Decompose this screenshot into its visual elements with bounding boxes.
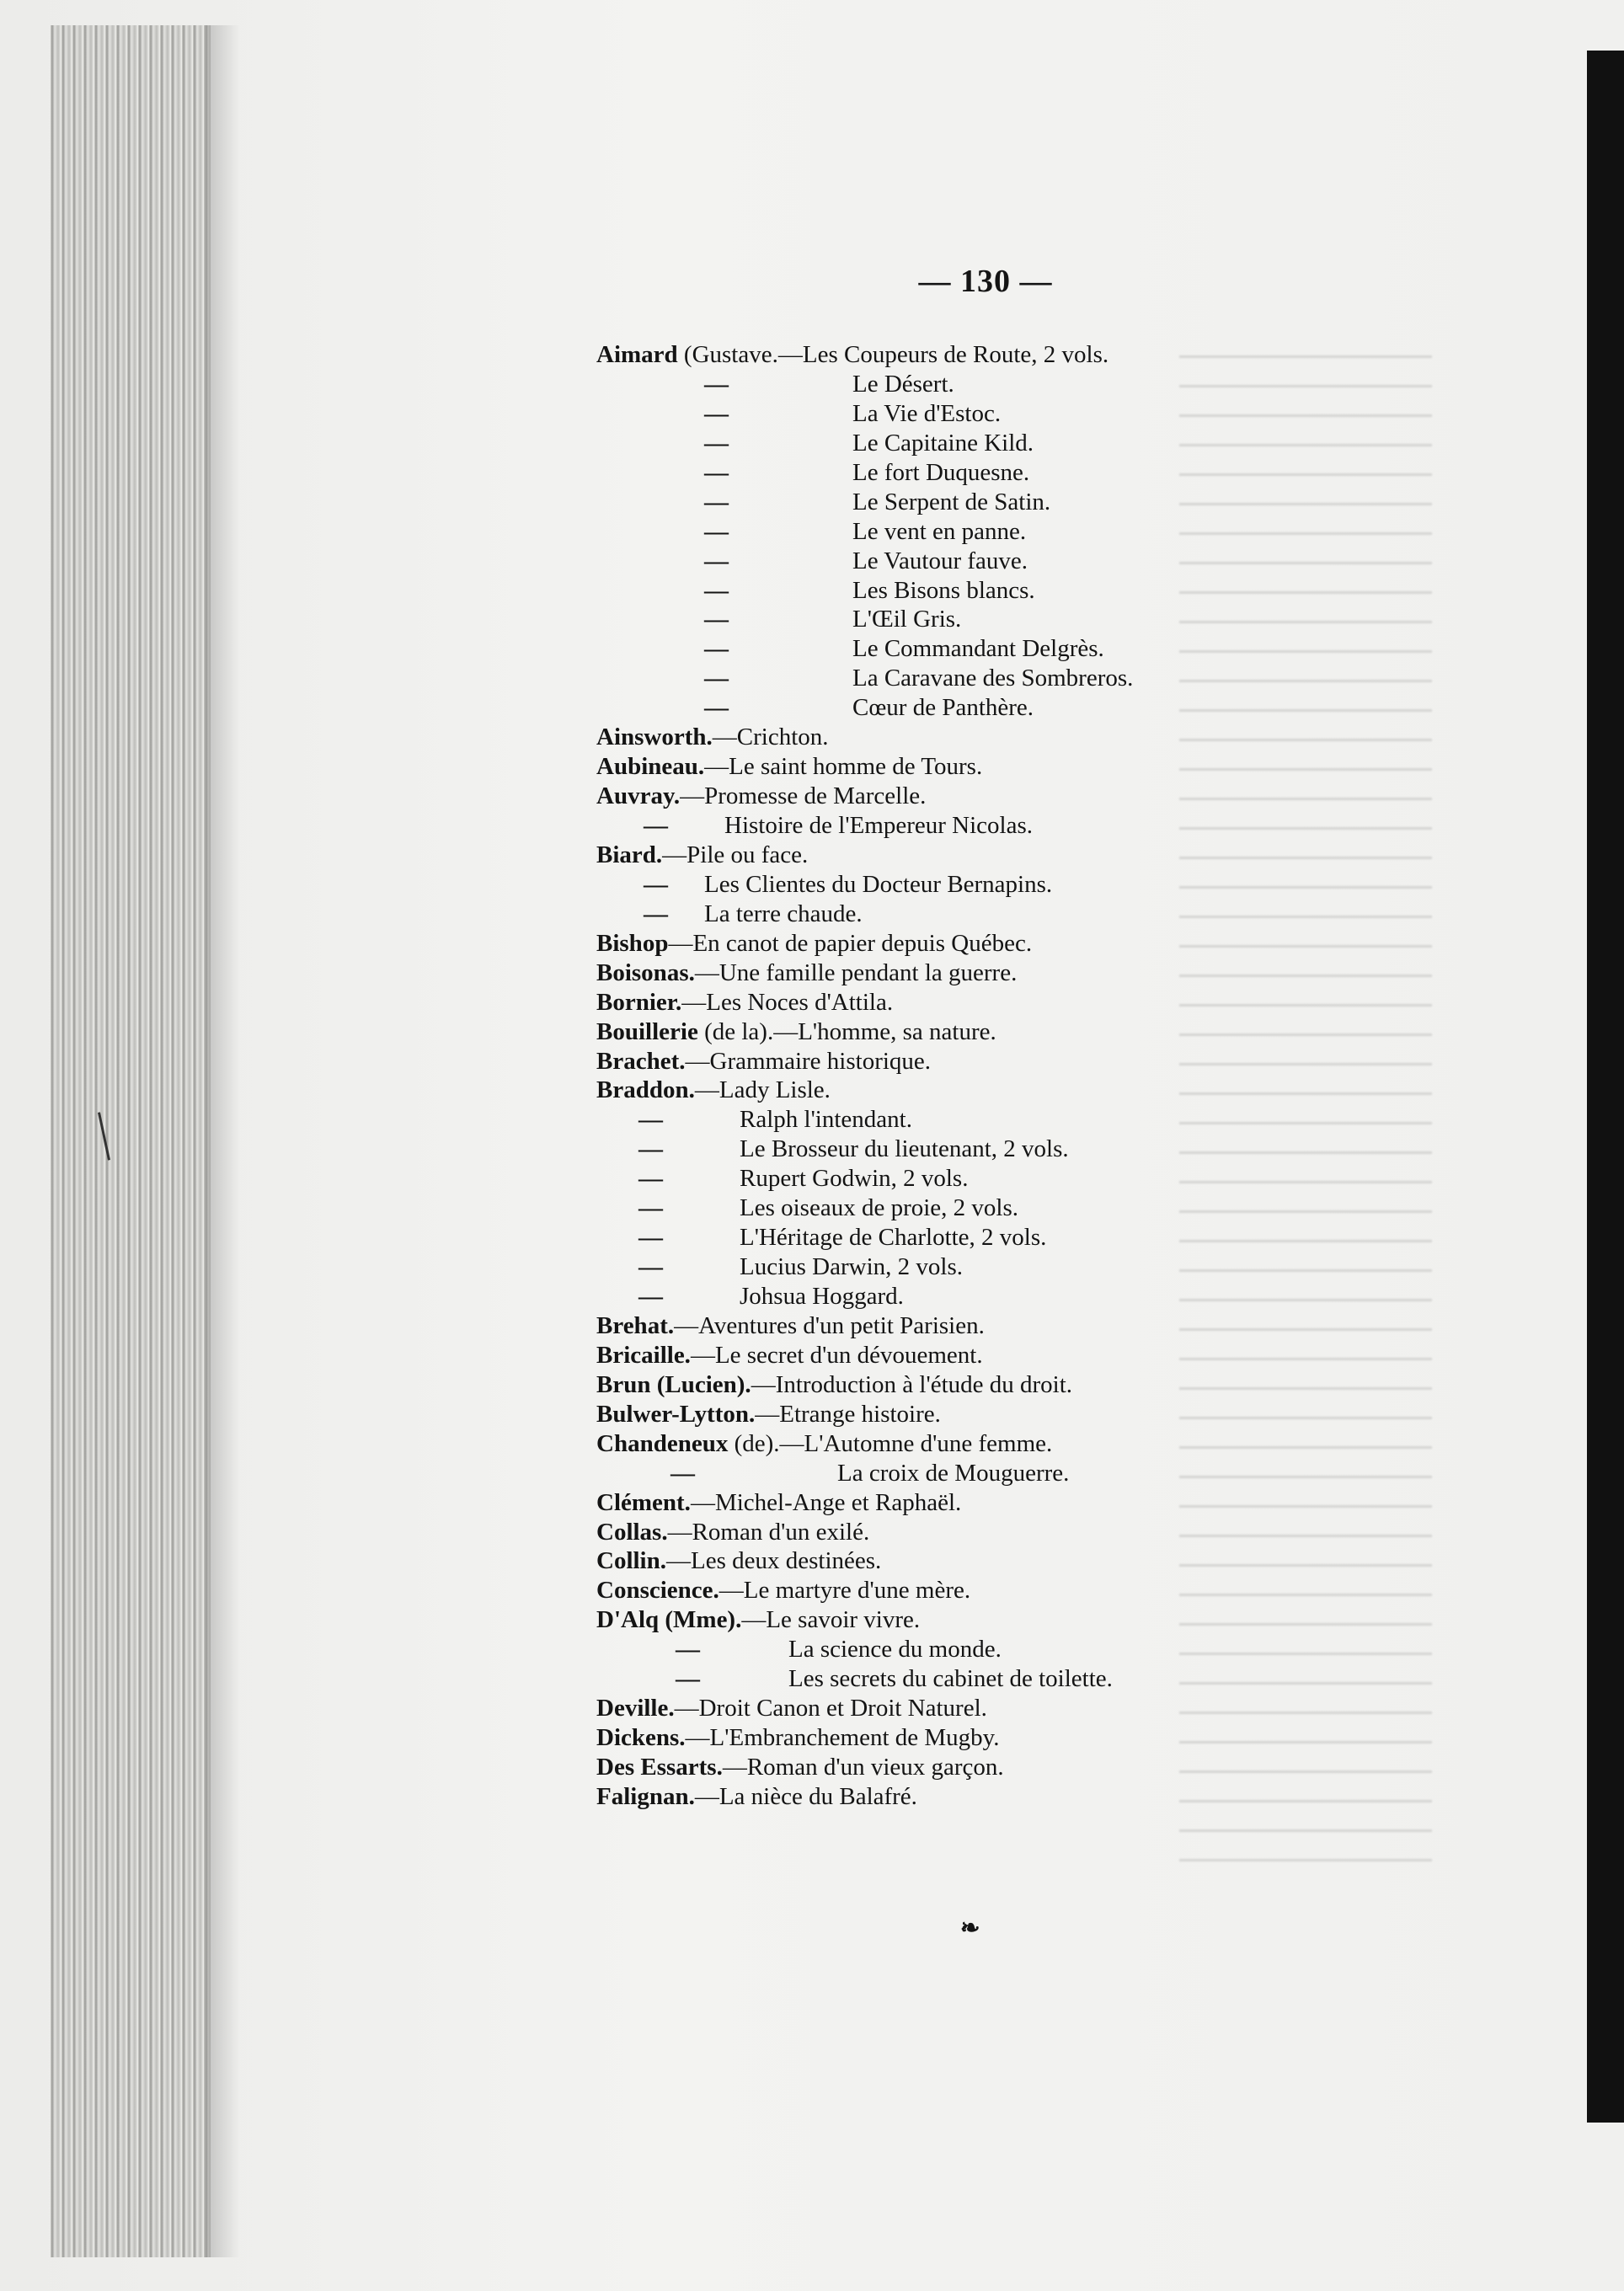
- catalog-entry: [596, 929, 1439, 959]
- ditto-dash: [704, 488, 729, 517]
- catalog-entry: [596, 1105, 1439, 1135]
- entry-title: —Michel-Ange et Raphaël.: [690, 1488, 962, 1516]
- entry-title: —Le secret d'un dévouement.: [690, 1341, 983, 1369]
- catalog-entry: [596, 1282, 1439, 1311]
- entry-title: Le fort Duquesne.: [852, 458, 1030, 486]
- entry-title: —Promesse de Marcelle.: [680, 782, 927, 810]
- page-number: — 130 —: [918, 264, 1053, 299]
- ditto-dash: [704, 664, 729, 693]
- entry-title: Le Capitaine Kild.: [852, 429, 1034, 457]
- entry-title: —Le martyre d'une mère.: [719, 1577, 971, 1605]
- ditto-dash: [644, 870, 668, 900]
- entry-title: —Les deux destinées.: [666, 1547, 882, 1575]
- entry-author: Ainsworth.: [596, 724, 713, 751]
- entry-title: Le vent en panne.: [852, 517, 1027, 545]
- entry-title: —En canot de papier depuis Québec.: [668, 929, 1033, 957]
- catalog-entry: [596, 1223, 1439, 1252]
- ditto-dash: [644, 811, 668, 841]
- entry-title: (de).—L'Automne d'une femme.: [728, 1429, 1053, 1457]
- entry-author: Braddon.: [596, 1076, 695, 1104]
- entry-title: La Caravane des Sombreros.: [852, 665, 1134, 692]
- catalog-entry: [596, 370, 1439, 399]
- catalog-entry: [596, 900, 1439, 929]
- entry-author: Bricaille.: [596, 1341, 691, 1369]
- entry-title: —Aventures d'un petit Parisien.: [674, 1311, 985, 1339]
- catalog-entry: [596, 782, 1439, 811]
- entry-title: —Crichton.: [712, 724, 829, 751]
- catalog-entry: [596, 1459, 1439, 1488]
- catalog-entry: [596, 959, 1439, 988]
- ditto-dash: [638, 1252, 663, 1282]
- catalog-entry: [596, 605, 1439, 634]
- entry-title: L'Héritage de Charlotte, 2 vols.: [740, 1224, 1047, 1252]
- entry-title: —Le saint homme de Tours.: [704, 753, 983, 781]
- ditto-dash: [638, 1135, 663, 1164]
- ditto-dash: [638, 1105, 663, 1135]
- entry-author: Falignan.: [596, 1782, 695, 1810]
- entry-author: D'Alq (Mme).: [596, 1606, 742, 1634]
- entry-author: Collin.: [596, 1547, 666, 1575]
- catalog-entry: [596, 1694, 1439, 1723]
- entry-author: Bulwer-Lytton.: [596, 1400, 756, 1428]
- ditto-dash: [704, 517, 729, 547]
- catalog-entry: [596, 547, 1439, 576]
- entry-title: Les Clientes du Docteur Bernapins.: [704, 870, 1053, 898]
- entry-author: Brun (Lucien).: [596, 1370, 751, 1398]
- entry-title: Rupert Godwin, 2 vols.: [740, 1165, 969, 1193]
- catalog-entry: [596, 1605, 1439, 1635]
- catalog-entry: [596, 1518, 1439, 1547]
- catalog-entry: [596, 1164, 1439, 1194]
- catalog-entry: [596, 988, 1439, 1017]
- entry-author: Bouillerie: [596, 1017, 698, 1045]
- catalog-entry: [596, 841, 1439, 870]
- entry-title: La science du monde.: [788, 1636, 1002, 1664]
- entry-title: (Gustave.—Les Coupeurs de Route, 2 vols.: [677, 341, 1109, 368]
- ditto-dash: [638, 1164, 663, 1194]
- ditto-dash: [670, 1459, 695, 1488]
- entry-title: La Vie d'Estoc.: [852, 399, 1002, 427]
- catalog-entry: [596, 752, 1439, 782]
- entry-author: Des Essarts.: [596, 1754, 723, 1781]
- ditto-dash: [704, 576, 729, 606]
- entry-author: Conscience.: [596, 1577, 719, 1605]
- entry-title: —Roman d'un vieux garçon.: [722, 1754, 1004, 1781]
- book-page-edges: [51, 25, 211, 2257]
- catalog-entry: [596, 1341, 1439, 1370]
- ditto-dash: [704, 693, 729, 723]
- ditto-dash: [704, 634, 729, 664]
- entry-title: (de la).—L'homme, sa nature.: [697, 1017, 996, 1045]
- catalog-entry: [596, 1782, 1439, 1812]
- entry-title: Les oiseaux de proie, 2 vols.: [740, 1194, 1019, 1222]
- catalog-entry: [596, 458, 1439, 488]
- entry-author: Bishop: [596, 929, 669, 957]
- catalog-entry: [596, 1723, 1439, 1753]
- catalog-entry: [596, 1194, 1439, 1223]
- catalog-entry: [596, 1076, 1439, 1105]
- entry-title: —Pile ou face.: [662, 841, 809, 868]
- ditto-dash: [704, 458, 729, 488]
- catalog-entry: [596, 723, 1439, 752]
- entry-author: Deville.: [596, 1695, 675, 1722]
- entry-author: Aubineau.: [596, 753, 705, 781]
- ditto-dash: [704, 399, 729, 429]
- entry-title: —Etrange histoire.: [755, 1400, 941, 1428]
- entry-author: Bornier.: [596, 988, 682, 1016]
- entry-author: Biard.: [596, 841, 663, 868]
- catalog-entry: [596, 1311, 1439, 1341]
- entry-title: —Le savoir vivre.: [741, 1606, 921, 1634]
- entry-title: Les Bisons blancs.: [852, 576, 1035, 604]
- catalog-entry: [596, 811, 1439, 841]
- ditto-dash: [638, 1282, 663, 1311]
- entry-title: Le Commandant Delgrès.: [852, 635, 1104, 663]
- catalog-entry: [596, 517, 1439, 547]
- entry-title: L'Œil Gris.: [852, 606, 962, 633]
- entry-author: Chandeneux: [596, 1429, 729, 1457]
- entry-author: Brachet.: [596, 1047, 686, 1075]
- entry-title: —L'Embranchement de Mugby.: [685, 1724, 1000, 1752]
- entry-title: —La nièce du Balafré.: [694, 1782, 917, 1810]
- entry-title: —Grammaire historique.: [685, 1047, 932, 1075]
- entry-title: Histoire de l'Empereur Nicolas.: [724, 812, 1033, 839]
- catalog-entry: [596, 429, 1439, 458]
- gutter-shadow: [206, 25, 240, 2257]
- ditto-dash: [638, 1194, 663, 1223]
- entry-author: Boisonas.: [596, 959, 695, 986]
- catalog-entry: [596, 1488, 1439, 1518]
- ditto-dash: [704, 370, 729, 399]
- entry-title: Johsua Hoggard.: [740, 1283, 904, 1310]
- catalog-entry: [596, 693, 1439, 723]
- catalog-entry: [596, 340, 1439, 370]
- entry-title: —Introduction à l'étude du droit.: [751, 1370, 1073, 1398]
- entry-title: Lucius Darwin, 2 vols.: [740, 1253, 963, 1281]
- catalog-entry: [596, 1576, 1439, 1605]
- entry-title: Le Serpent de Satin.: [852, 488, 1051, 515]
- ditto-dash: [704, 547, 729, 576]
- entry-author: Auvray.: [596, 782, 681, 810]
- catalog-entry: [596, 870, 1439, 900]
- entry-author: Brehat.: [596, 1311, 675, 1339]
- ditto-dash: [704, 605, 729, 634]
- entry-title: La croix de Mouguerre.: [837, 1459, 1070, 1487]
- entry-title: —Lady Lisle.: [694, 1076, 831, 1104]
- ditto-dash: [644, 900, 668, 929]
- entry-title: Le Désert.: [852, 370, 954, 398]
- ditto-dash: [638, 1223, 663, 1252]
- catalog-entry: [596, 1753, 1439, 1782]
- ditto-dash: [676, 1635, 700, 1664]
- catalog-entry: [596, 1400, 1439, 1429]
- entry-title: Ralph l'intendant.: [740, 1106, 912, 1134]
- catalog-entry: [596, 1429, 1439, 1459]
- catalog-entry: [596, 1635, 1439, 1664]
- entry-title: Le Brosseur du lieutenant, 2 vols.: [740, 1135, 1069, 1163]
- catalog-entry: [596, 1135, 1439, 1164]
- catalog-entry-list: [596, 340, 1439, 1812]
- catalog-entry: [596, 488, 1439, 517]
- ditto-dash: [704, 429, 729, 458]
- catalog-entry: [596, 634, 1439, 664]
- ornament-mark: ❧: [960, 1915, 980, 1941]
- entry-title: Le Vautour fauve.: [852, 547, 1028, 574]
- catalog-entry: [596, 1252, 1439, 1282]
- catalog-entry: [596, 1047, 1439, 1076]
- catalog-entry: [596, 1664, 1439, 1694]
- entry-title: —Roman d'un exilé.: [667, 1518, 870, 1546]
- catalog-entry: [596, 1017, 1439, 1047]
- entry-title: Cœur de Panthère.: [852, 694, 1034, 722]
- entry-title: Les secrets du cabinet de toilette.: [788, 1665, 1113, 1693]
- catalog-entry: [596, 399, 1439, 429]
- catalog-entry: [596, 576, 1439, 606]
- right-dark-margin: [1587, 51, 1624, 2123]
- catalog-entry: [596, 664, 1439, 693]
- entry-title: —Une famille pendant la guerre.: [694, 959, 1018, 986]
- ditto-dash: [676, 1664, 700, 1694]
- entry-author: Collas.: [596, 1518, 668, 1546]
- entry-title: —Droit Canon et Droit Naturel.: [674, 1695, 987, 1722]
- catalog-entry: [596, 1370, 1439, 1400]
- entry-title: La terre chaude.: [704, 900, 863, 927]
- entry-title: —Les Noces d'Attila.: [681, 988, 894, 1016]
- entry-author: Aimard: [596, 341, 678, 368]
- entry-author: Clément.: [596, 1488, 691, 1516]
- catalog-entry: [596, 1546, 1439, 1576]
- entry-author: Dickens.: [596, 1724, 686, 1752]
